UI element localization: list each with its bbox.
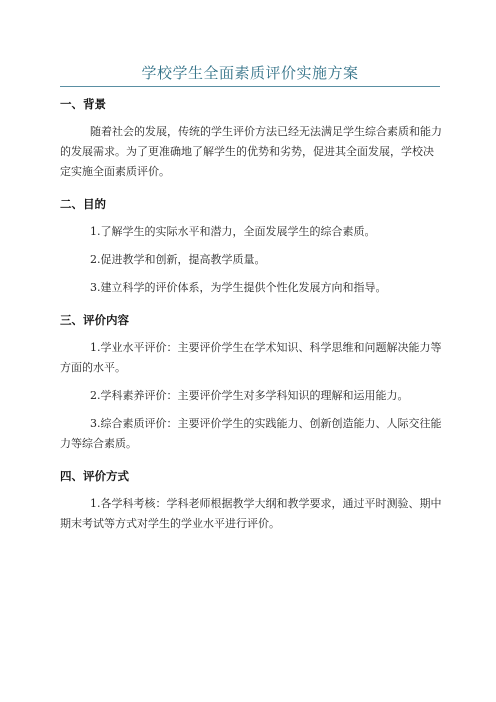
page-title: 学校学生全面素质评价实施方案 [141, 64, 359, 82]
section-heading-purpose: 二、目的 [60, 197, 106, 211]
section-heading-content: 三、评价内容 [60, 313, 129, 327]
content-item-1: 1.学业水平评价：主要评价学生在学术知识、科学思维和问题解决能力等方面的水平。 [60, 341, 442, 374]
title-divider [60, 86, 440, 87]
purpose-item-2: 2.促进教学和创新，提高教学质量。 [90, 253, 266, 266]
purpose-item-3: 3.建立科学的评价体系，为学生提供个性化发展方向和指导。 [90, 281, 387, 294]
document-body [60, 90, 444, 534]
content-item-3: 3.综合素质评价：主要评价学生的实践能力、创新创造能力、人际交往能力等综合素质。 [60, 417, 442, 450]
purpose-item-1: 1.了解学生的实际水平和潜力，全面发展学生的综合素质。 [90, 225, 376, 238]
background-paragraph: 随着社会的发展，传统的学生评价方法已经无法满足学生综合素质和能力的发展需求。为了更准确地了解学生的优势和劣势，促进其全面发展，学校决定实施全面素质评价。 [60, 125, 442, 178]
section-heading-background: 一、背景 [60, 97, 106, 111]
section-heading-method: 四、评价方式 [60, 469, 129, 483]
method-item-1: 1.各学科考核：学科老师根据教学大纲和教学要求，通过平时测验、期中期末考试等方式对学生的学业水平进行评价。 [60, 497, 442, 530]
content-item-2: 2.学科素养评价：主要评价学生对多学科知识的理解和运用能力。 [90, 389, 409, 402]
